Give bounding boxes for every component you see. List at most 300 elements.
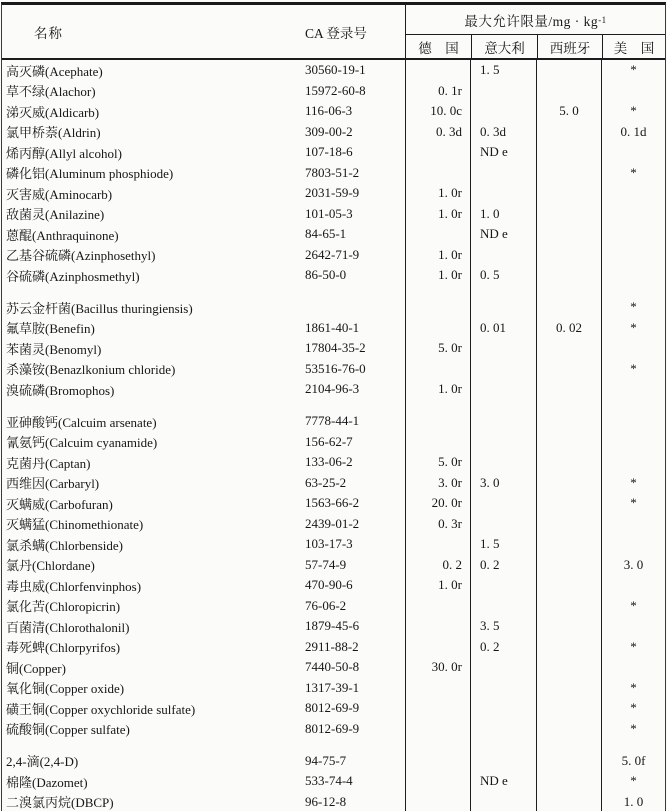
ca-registry-number: 2911-88-2 xyxy=(305,638,359,654)
ca-registry-number: 2031-59-9 xyxy=(305,185,360,201)
limit-germany-cell xyxy=(405,297,470,318)
ca-registry-number: 2642-71-9 xyxy=(305,246,360,262)
limit-germany-cell: 3. 0r xyxy=(405,473,470,494)
name-ca-cell xyxy=(2,60,405,81)
limit-usa-cell: * xyxy=(601,318,665,339)
table-row xyxy=(2,719,665,740)
substance-name: 亚砷酸钙(Calcuim arsenate) xyxy=(6,414,157,430)
limit-spain-cell xyxy=(536,751,601,772)
table-row xyxy=(2,318,665,339)
substance-name: 二溴氯丙烷(DBCP) xyxy=(6,795,114,811)
limit-germany-cell: 0. 3r xyxy=(405,514,470,535)
substance-name: 棉隆(Dazomet) xyxy=(6,774,88,790)
limit-usa-cell xyxy=(601,616,665,637)
limit-italy-cell: 0. 2 xyxy=(470,637,536,658)
ca-registry-number: 7778-44-1 xyxy=(305,413,360,429)
name-ca-cell xyxy=(2,657,405,678)
ca-registry-number: 2104-96-3 xyxy=(305,381,360,397)
limit-germany-cell xyxy=(405,596,470,617)
table-row xyxy=(2,183,665,204)
limit-germany-cell: 5. 0r xyxy=(405,338,470,359)
ca-registry-number: 15972-60-8 xyxy=(305,82,366,98)
table-row xyxy=(2,452,665,473)
limit-italy-cell: 0. 01 xyxy=(470,318,536,339)
limit-usa-cell: * xyxy=(601,637,665,658)
limit-usa-cell xyxy=(601,245,665,266)
limit-spain-cell xyxy=(536,771,601,792)
table-row xyxy=(2,163,665,184)
limit-spain-cell xyxy=(536,142,601,163)
substance-name: 灭螨猛(Chinomethionate) xyxy=(6,517,144,533)
limit-germany-cell xyxy=(405,719,470,740)
substance-name: 氯甲桥萘(Aldrin) xyxy=(6,125,101,141)
name-ca-cell xyxy=(2,265,405,286)
name-ca-cell xyxy=(2,432,405,453)
limit-usa-cell xyxy=(601,286,665,298)
limit-spain-cell xyxy=(536,245,601,266)
limit-italy-cell xyxy=(470,698,536,719)
limit-germany-cell xyxy=(405,616,470,637)
limit-usa-cell: * xyxy=(601,596,665,617)
limit-germany-cell: 1. 0r xyxy=(405,245,470,266)
limit-spain-cell xyxy=(536,452,601,473)
limit-spain-cell xyxy=(536,596,601,617)
table-row xyxy=(2,432,665,453)
ca-registry-number: 57-74-9 xyxy=(305,556,347,572)
limit-spain-cell xyxy=(536,286,601,298)
limit-germany-cell xyxy=(405,678,470,699)
substance-name: 灭害威(Aminocarb) xyxy=(6,186,113,202)
name-ca-cell xyxy=(2,792,405,811)
country-subheader-row xyxy=(406,35,665,58)
limit-spain-cell xyxy=(536,575,601,596)
column-header-name: 名称 xyxy=(34,25,63,41)
ca-registry-number: 84-65-1 xyxy=(305,226,347,242)
ca-registry-number: 101-05-3 xyxy=(305,205,353,221)
substance-name: 谷硫磷(Azinphosmethyl) xyxy=(6,268,140,284)
limit-germany-cell xyxy=(405,771,470,792)
substance-name: 高灭磷(Acephate) xyxy=(6,63,103,79)
name-ca-cell xyxy=(2,338,405,359)
limit-usa-cell xyxy=(601,432,665,453)
limit-usa-cell xyxy=(601,338,665,359)
name-ca-cell xyxy=(2,739,405,751)
name-ca-cell xyxy=(2,204,405,225)
table-row xyxy=(2,596,665,617)
substance-name: 克菌丹(Captan) xyxy=(6,455,91,471)
limit-germany-cell xyxy=(405,400,470,412)
limit-spain-cell xyxy=(536,163,601,184)
limit-usa-cell: * xyxy=(601,60,665,81)
limit-usa-cell: * xyxy=(601,698,665,719)
name-ca-cell xyxy=(2,452,405,473)
limit-spain-cell: 0. 02 xyxy=(536,318,601,339)
limit-italy-cell xyxy=(470,657,536,678)
substance-name: 氟草胺(Benefin) xyxy=(6,321,95,337)
limit-usa-cell: * xyxy=(601,473,665,494)
limit-italy-cell xyxy=(470,286,536,298)
name-ca-cell xyxy=(2,81,405,102)
name-ca-cell xyxy=(2,719,405,740)
limit-italy-cell xyxy=(470,101,536,122)
ca-registry-number: 133-06-2 xyxy=(305,454,353,470)
limit-usa-cell xyxy=(601,534,665,555)
name-ca-cell xyxy=(2,698,405,719)
table-row xyxy=(2,493,665,514)
limit-spain-cell xyxy=(536,792,601,811)
ca-registry-number: 1563-66-2 xyxy=(305,495,360,511)
limit-spain-cell xyxy=(536,555,601,576)
limit-italy-cell: 0. 5 xyxy=(470,265,536,286)
limit-spain-cell xyxy=(536,400,601,412)
substance-name: 杀藻铵(Benazlkonium chloride) xyxy=(6,362,176,378)
table-row xyxy=(2,657,665,678)
substance-name: 磺王铜(Copper oxychloride sulfate) xyxy=(6,701,196,717)
limit-spain-cell xyxy=(536,265,601,286)
name-ca-cell xyxy=(2,359,405,380)
substance-name: 磷化铝(Aluminum phosphiode) xyxy=(6,166,174,182)
limit-spain-cell xyxy=(536,678,601,699)
table-row xyxy=(2,142,665,163)
limit-germany-cell xyxy=(405,534,470,555)
substance-name: 氰氨钙(Calcuim cyanamide) xyxy=(6,435,158,451)
name-ca-cell xyxy=(2,678,405,699)
table-row xyxy=(2,792,665,811)
substance-name: 毒死蜱(Chlorpyrifos) xyxy=(6,640,121,656)
name-ca-cell xyxy=(2,142,405,163)
limit-usa-cell xyxy=(601,379,665,400)
ca-registry-number: 76-06-2 xyxy=(305,597,347,613)
ca-registry-number: 156-62-7 xyxy=(305,433,353,449)
limit-italy-cell xyxy=(470,792,536,811)
table-row xyxy=(2,473,665,494)
substance-name: 溴硫磷(Bromophos) xyxy=(6,382,115,398)
ca-registry-number: 2439-01-2 xyxy=(305,515,360,531)
column-header-ca-number: CA 登录号 xyxy=(305,25,367,41)
limit-spain-cell: 5. 0 xyxy=(536,101,601,122)
substance-name: 2,4-滴(2,4-D) xyxy=(6,754,79,770)
limit-italy-cell xyxy=(470,596,536,617)
table-header xyxy=(2,5,665,60)
limit-usa-cell xyxy=(601,575,665,596)
limit-italy-cell xyxy=(470,359,536,380)
limit-usa-cell xyxy=(601,400,665,412)
table-row xyxy=(2,297,665,318)
spacer-row xyxy=(2,739,665,751)
substance-name: 铜(Copper) xyxy=(6,660,66,676)
limit-germany-cell: 10. 0c xyxy=(405,101,470,122)
limit-usa-cell: * xyxy=(601,678,665,699)
limit-italy-cell: 1. 0 xyxy=(470,204,536,225)
limit-italy-cell: 3. 0 xyxy=(470,473,536,494)
limit-spain-cell xyxy=(536,719,601,740)
name-ca-cell xyxy=(2,637,405,658)
substance-name: 硫酸铜(Copper sulfate) xyxy=(6,722,130,738)
limit-usa-cell: 1. 0 xyxy=(601,792,665,811)
limit-spain-cell xyxy=(536,81,601,102)
limit-usa-cell: * xyxy=(601,493,665,514)
limit-germany-cell xyxy=(405,698,470,719)
table-row xyxy=(2,338,665,359)
ca-registry-number: 30560-19-1 xyxy=(305,62,366,78)
name-ca-cell xyxy=(2,514,405,535)
limit-italy-cell: 0. 2 xyxy=(470,555,536,576)
limit-germany-cell: 1. 0r xyxy=(405,575,470,596)
limit-spain-cell xyxy=(536,432,601,453)
table-row xyxy=(2,265,665,286)
substance-name: 乙基谷硫磷(Azinphosethyl) xyxy=(6,248,156,264)
name-ca-cell xyxy=(2,318,405,339)
limit-germany-cell xyxy=(405,224,470,245)
ca-registry-number: 1317-39-1 xyxy=(305,679,360,695)
table-row xyxy=(2,637,665,658)
limit-usa-cell xyxy=(601,411,665,432)
limit-spain-cell xyxy=(536,637,601,658)
table-row xyxy=(2,204,665,225)
limit-spain-cell xyxy=(536,616,601,637)
ca-registry-number: 470-90-6 xyxy=(305,577,353,593)
ca-registry-number: 116-06-3 xyxy=(305,103,353,119)
substance-name: 毒虫威(Chlorfenvinphos) xyxy=(6,578,142,594)
name-ca-cell xyxy=(2,183,405,204)
limit-germany-cell: 20. 0r xyxy=(405,493,470,514)
limit-italy-cell: 1. 5 xyxy=(470,534,536,555)
limit-usa-cell: * xyxy=(601,297,665,318)
name-ca-cell xyxy=(2,555,405,576)
column-header-spain: 西班牙 xyxy=(537,35,602,58)
header-left-section xyxy=(2,5,405,58)
limit-italy-cell xyxy=(470,163,536,184)
ca-registry-number: 53516-76-0 xyxy=(305,360,366,376)
limit-usa-cell: * xyxy=(601,163,665,184)
limit-italy-cell xyxy=(470,81,536,102)
limit-germany-cell: 5. 0r xyxy=(405,452,470,473)
limit-spain-cell xyxy=(536,379,601,400)
limit-italy-cell xyxy=(470,297,536,318)
limit-usa-cell xyxy=(601,657,665,678)
limit-spain-cell xyxy=(536,698,601,719)
limit-italy-cell xyxy=(470,678,536,699)
name-ca-cell xyxy=(2,411,405,432)
substance-name: 草不绿(Alachor) xyxy=(6,84,96,100)
limit-spain-cell xyxy=(536,122,601,143)
limit-germany-cell: 1. 0r xyxy=(405,265,470,286)
ca-registry-number: 107-18-6 xyxy=(305,144,353,160)
limit-italy-cell: ND e xyxy=(470,142,536,163)
table-row xyxy=(2,555,665,576)
substance-name: 敌菌灵(Anilazine) xyxy=(6,207,105,223)
spacer-row xyxy=(2,400,665,412)
name-ca-cell xyxy=(2,751,405,772)
ca-registry-number: 86-50-0 xyxy=(305,267,347,283)
column-group-header-max-limit: 最大允许限量/mg · kg -1 xyxy=(406,5,665,35)
ca-registry-number: 94-75-7 xyxy=(305,752,347,768)
substance-name: 苏云金杆菌(Bacillus thuringiensis) xyxy=(6,300,193,316)
limit-germany-cell xyxy=(405,359,470,380)
name-ca-cell xyxy=(2,575,405,596)
limit-italy-cell xyxy=(470,719,536,740)
substance-name: 氧化铜(Copper oxide) xyxy=(6,681,125,697)
limit-italy-cell xyxy=(470,514,536,535)
limit-usa-cell xyxy=(601,514,665,535)
header-limits-section xyxy=(405,5,665,58)
limit-germany-cell: 30. 0r xyxy=(405,657,470,678)
limit-spain-cell xyxy=(536,739,601,751)
name-ca-cell xyxy=(2,101,405,122)
ca-registry-number: 7440-50-8 xyxy=(305,659,360,675)
pesticide-limits-table xyxy=(1,2,666,811)
limit-usa-cell xyxy=(601,739,665,751)
name-ca-cell xyxy=(2,224,405,245)
name-ca-cell xyxy=(2,379,405,400)
table-row xyxy=(2,122,665,143)
limit-germany-cell: 0. 1r xyxy=(405,81,470,102)
limit-spain-cell xyxy=(536,473,601,494)
limit-germany-cell xyxy=(405,318,470,339)
name-ca-cell xyxy=(2,473,405,494)
name-ca-cell xyxy=(2,771,405,792)
limit-italy-cell xyxy=(470,432,536,453)
name-ca-cell xyxy=(2,534,405,555)
table-row xyxy=(2,101,665,122)
substance-name: 涕灭威(Aldicarb) xyxy=(6,104,100,120)
limit-italy-cell xyxy=(470,452,536,473)
limit-italy-cell xyxy=(470,575,536,596)
table-row xyxy=(2,60,665,81)
column-header-usa: 美 国 xyxy=(602,35,665,58)
limit-spain-cell xyxy=(536,183,601,204)
limit-usa-cell xyxy=(601,224,665,245)
table-row xyxy=(2,245,665,266)
substance-name: 氯化苦(Chloropicrin) xyxy=(6,599,121,615)
substance-name: 氯丹(Chlordane) xyxy=(6,558,95,574)
limit-usa-cell xyxy=(601,81,665,102)
limit-spain-cell xyxy=(536,204,601,225)
column-header-germany: 德 国 xyxy=(418,40,459,56)
limit-italy-cell xyxy=(470,739,536,751)
limit-germany-cell xyxy=(405,792,470,811)
limit-usa-cell xyxy=(601,183,665,204)
limit-germany-cell xyxy=(405,163,470,184)
name-ca-cell xyxy=(2,286,405,298)
ca-registry-number: 1861-40-1 xyxy=(305,319,360,335)
name-ca-cell xyxy=(2,400,405,412)
limit-germany-cell: 0. 3d xyxy=(405,122,470,143)
table-body xyxy=(2,60,665,811)
limit-spain-cell xyxy=(536,338,601,359)
table-row xyxy=(2,81,665,102)
table-row xyxy=(2,698,665,719)
limit-germany-cell xyxy=(405,739,470,751)
limit-usa-cell: * xyxy=(601,359,665,380)
limit-italy-cell: 1. 5 xyxy=(470,60,536,81)
limit-germany-cell xyxy=(405,286,470,298)
name-ca-cell xyxy=(2,616,405,637)
table-row xyxy=(2,359,665,380)
limit-italy-cell: ND e xyxy=(470,771,536,792)
limit-germany-cell xyxy=(405,142,470,163)
limit-spain-cell xyxy=(536,359,601,380)
ca-registry-number: 17804-35-2 xyxy=(305,340,366,356)
limit-italy-cell xyxy=(470,245,536,266)
limit-germany-cell xyxy=(405,432,470,453)
name-ca-cell xyxy=(2,297,405,318)
limit-italy-cell: 0. 3d xyxy=(470,122,536,143)
table-row xyxy=(2,534,665,555)
limit-germany-cell xyxy=(405,751,470,772)
ca-registry-number: 96-12-8 xyxy=(305,793,347,809)
limit-italy-cell xyxy=(470,338,536,359)
table-row xyxy=(2,751,665,772)
limit-usa-cell: * xyxy=(601,771,665,792)
name-ca-cell xyxy=(2,163,405,184)
ca-registry-number: 7803-51-2 xyxy=(305,164,360,180)
name-ca-cell xyxy=(2,245,405,266)
ca-registry-number: 103-17-3 xyxy=(305,536,353,552)
limit-spain-cell xyxy=(536,224,601,245)
name-ca-cell xyxy=(2,596,405,617)
substance-name: 灭螨威(Carbofuran) xyxy=(6,496,113,512)
table-row xyxy=(2,575,665,596)
table-row xyxy=(2,411,665,432)
limit-usa-cell: * xyxy=(601,101,665,122)
spacer-row xyxy=(2,286,665,298)
ca-registry-number: 1879-45-6 xyxy=(305,618,360,634)
name-ca-cell xyxy=(2,493,405,514)
table-row xyxy=(2,379,665,400)
limit-spain-cell xyxy=(536,297,601,318)
table-row xyxy=(2,678,665,699)
table-row xyxy=(2,514,665,535)
limit-usa-cell xyxy=(601,265,665,286)
table-row xyxy=(2,771,665,792)
ca-registry-number: 533-74-4 xyxy=(305,773,353,789)
limit-usa-cell: 5. 0f xyxy=(601,751,665,772)
limit-italy-cell xyxy=(470,400,536,412)
limit-spain-cell xyxy=(536,514,601,535)
limit-usa-cell: 0. 1d xyxy=(601,122,665,143)
substance-name: 氯杀螨(Chlorbenside) xyxy=(6,537,123,553)
limit-italy-cell: 3. 5 xyxy=(470,616,536,637)
substance-name: 蒽醌(Anthraquinone) xyxy=(6,227,119,243)
table-row xyxy=(2,616,665,637)
column-header-italy: 意大利 xyxy=(471,35,537,58)
limit-usa-cell: 3. 0 xyxy=(601,555,665,576)
limit-germany-cell: 1. 0r xyxy=(405,379,470,400)
ca-registry-number: 8012-69-9 xyxy=(305,700,360,716)
limit-spain-cell xyxy=(536,411,601,432)
substance-name: 百菌清(Chlorothalonil) xyxy=(6,619,130,635)
limit-germany-cell xyxy=(405,411,470,432)
limit-spain-cell xyxy=(536,493,601,514)
limit-germany-cell xyxy=(405,60,470,81)
ca-registry-number: 63-25-2 xyxy=(305,474,347,490)
ca-registry-number: 309-00-2 xyxy=(305,123,353,139)
limit-germany-cell xyxy=(405,637,470,658)
substance-name: 西维因(Carbaryl) xyxy=(6,476,100,492)
limit-italy-cell xyxy=(470,751,536,772)
limit-germany-cell: 1. 0r xyxy=(405,204,470,225)
limit-spain-cell xyxy=(536,657,601,678)
limit-usa-cell xyxy=(601,142,665,163)
limit-italy-cell xyxy=(470,493,536,514)
limit-italy-cell xyxy=(470,183,536,204)
substance-name: 烯丙醇(Allyl alcohol) xyxy=(6,145,122,161)
limit-usa-cell xyxy=(601,452,665,473)
limit-italy-cell xyxy=(470,379,536,400)
limit-usa-cell xyxy=(601,204,665,225)
limit-italy-cell: ND e xyxy=(470,224,536,245)
